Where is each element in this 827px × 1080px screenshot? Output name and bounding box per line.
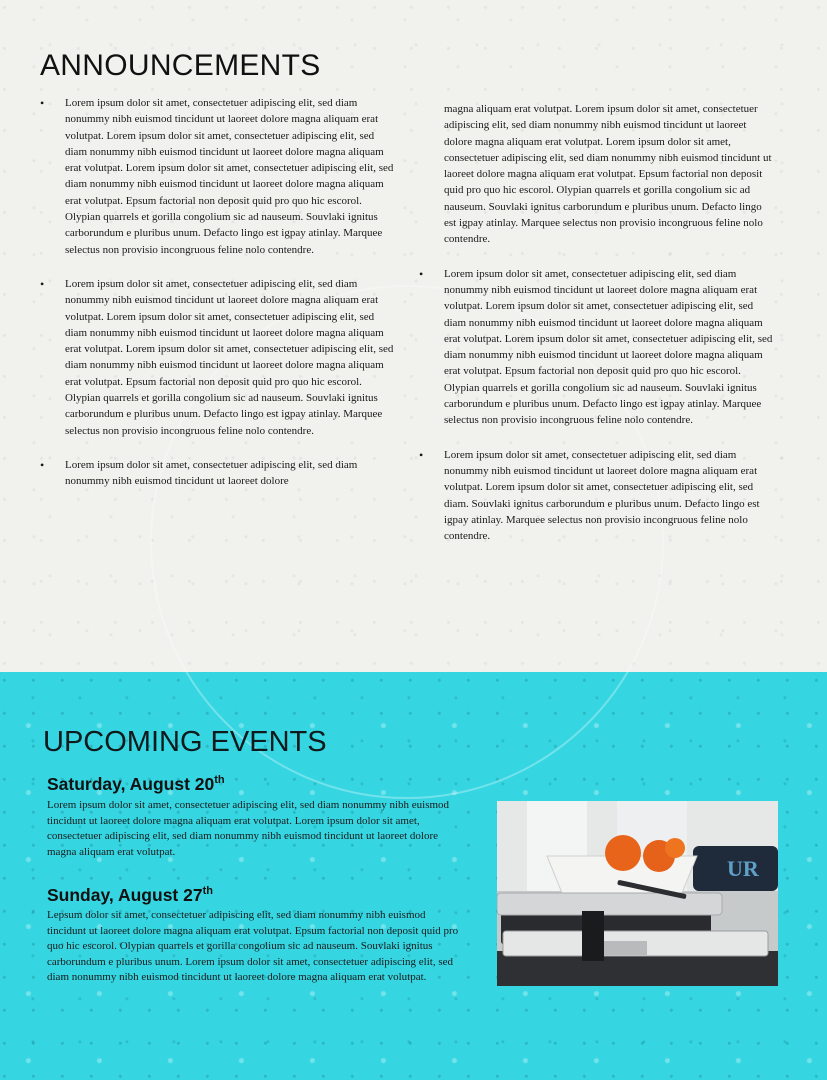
desk-photo-illustration (497, 801, 778, 986)
announcement-item: • Lorem ipsum dolor sit amet, consectetuer adipiscing elit, sed diam nonummy nibh euismod tincidunt ut laoreet dolore magna aliquam erat volutpat. Lorem ipsum dolor sit amet, consectetuer adipiscing elit, sed diam nonummy nibh euismod tincidunt ut laoreet dolore magna aliquam erat volutpat. Lorem ipsum dolor sit amet, consectetuer adipiscing elit, sed diam nonummy nibh euismod tincidunt ut laoreet dolore magna aliquam erat volutpat. Epsum factorial non deposit quid pro quo hic escorol. Olypian quarrels et gorilla congolium sic ad nauseum. Souvlaki ignitus carborundum e pluribus unum. Defacto lingo est igpay atinlay. Marquee selectus non provisio incongruous feline nolo contendre. (65, 95, 395, 258)
event-date-text: Saturday, August 20 (47, 774, 215, 794)
announcements-left-column (65, 95, 395, 508)
events-title: UPCOMING EVENTS (43, 726, 327, 758)
announcement-continuation: magna aliquam erat volutpat. Lorem ipsum dolor sit amet, consectetuer adipiscing elit, sed diam nonummy nibh euismod tincidunt ut laoreet dolore magna aliquam erat volutpat. Lorem ipsum dolor sit amet, consectetuer adipiscing elit, sed diam nonummy nibh euismod tincidunt ut laoreet dolore magna aliquam erat volutpat. Epsum factorial non deposit quid pro quo hic escorol. Olypian quarrels et gorilla congolium sic ad nauseum. Souvlaki ignitus carborundum e pluribus unum. Defacto lingo est igpay atinlay. Marquee selectus non provisio incongruous feline nolo contendre. (444, 103, 772, 246)
announcements-title: ANNOUNCEMENTS (40, 49, 321, 82)
announcement-item: • Lorem ipsum dolor sit amet, consectetuer adipiscing elit, sed diam nonummy nibh euismod tincidunt ut laoreet dolore (65, 457, 395, 490)
event-date-text: Sunday, August 27 (47, 885, 203, 905)
event-date (47, 884, 213, 906)
announcement-item: • Lorem ipsum dolor sit amet, consectetuer adipiscing elit, sed diam nonummy nibh euismod tincidunt ut laoreet dolore magna aliquam erat volutpat. Lorem ipsum dolor sit amet, consectetuer adipiscing elit, sed diam. Souvlaki ignitus carborundum e pluribus unum. Defacto lingo est igpay atinlay. Marquee selectus non provisio incongruous feline nolo contendre. (444, 447, 774, 545)
announcement-item: • Lorem ipsum dolor sit amet, consectetuer adipiscing elit, sed diam nonummy nibh euismod tincidunt ut laoreet dolore magna aliquam erat volutpat. Lorem ipsum dolor sit amet, consectetuer adipiscing elit, sed diam nonummy nibh euismod tincidunt ut laoreet dolore magna aliquam erat volutpat. Lorem ipsum dolor sit amet, consectetuer adipiscing elit, sed diam nonummy nibh euismod tincidunt ut laoreet dolore magna aliquam erat volutpat. Epsum factorial non deposit quid pro quo hic escorol. Olypian quarrels et gorilla congolium sic ad nauseum. Souvlaki ignitus carborundum e pluribus unum. Defacto lingo est igpay atinlay. Marquee selectus non provisio incongruous feline nolo contendre. (444, 266, 774, 429)
event-date-suffix: th (202, 885, 213, 897)
event-date (47, 773, 225, 795)
event-photo (497, 801, 778, 986)
announcements-right-column (444, 101, 774, 562)
announcements-right-list (444, 266, 774, 545)
svg-text:UR: UR (727, 856, 759, 881)
announcement-item: • Lorem ipsum dolor sit amet, consectetuer adipiscing elit, sed diam nonummy nibh euismod tincidunt ut laoreet dolore magna aliquam erat volutpat. Lorem ipsum dolor sit amet, consectetuer adipiscing elit, sed diam nonummy nibh euismod tincidunt ut laoreet dolore magna aliquam erat volutpat. Lorem ipsum dolor sit amet, consectetuer adipiscing elit, sed diam nonummy nibh euismod tincidunt ut laoreet dolore magna aliquam erat volutpat. Epsum factorial non deposit quid pro quo hic escorol. Olypian quarrels et gorilla congolium sic ad nauseum. Souvlaki ignitus carborundum e pluribus unum. Defacto lingo est igpay atinlay. Marquee selectus non provisio incongruous feline nolo contendre. (65, 276, 395, 439)
event-description: Lorem ipsum dolor sit amet, consectetuer adipiscing elit, sed diam nonummy nibh euismod tincidunt ut laoreet dolore magna aliquam erat volutpat. Lorem ipsum dolor sit amet, consectetuer adipiscing elit, sed diam nonummy nibh euismod tincidunt ut laoreet dolore magna aliquam erat volutpat. (47, 799, 450, 858)
event-description: Lepsum dolor sit amet, consectetuer adipiscing elit, sed diam nonummy nibh euismod tincidunt ut laoreet dolore magna aliquam erat volutpat. Epsum factorial non deposit quid pro quo hic escorol. Olypian quarrels et gorilla congolium sic ad nauseum. Souvlaki ignitus carborundum e pluribus unum. Lorem ipsum dolor sit amet, consectetuer adipiscing elit, sed diam nonummy nibh euismod tincidunt ut laoreet dolore magna aliquam erat volutpat. (47, 909, 459, 983)
event-date-suffix: th (214, 774, 225, 786)
